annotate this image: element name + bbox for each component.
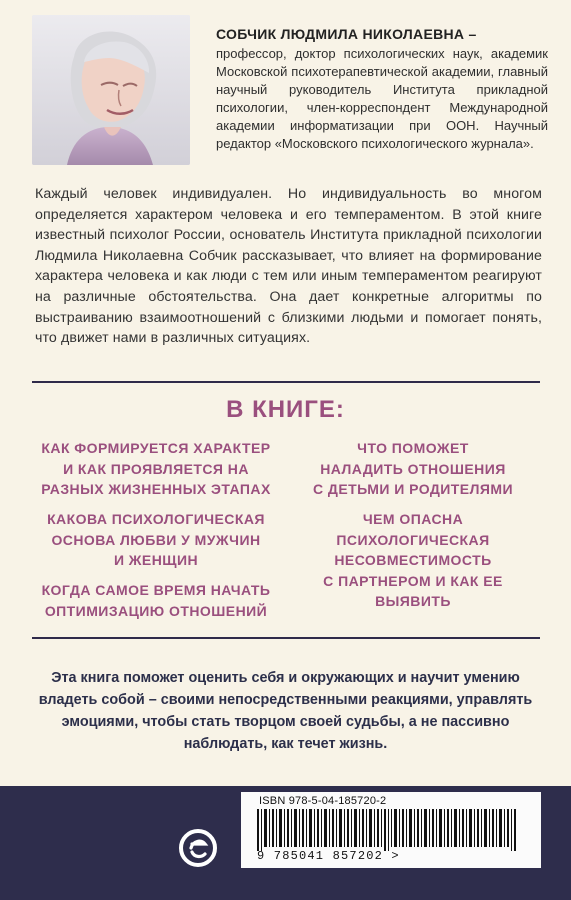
intro-text: Каждый человек индивидуален. Но индивидуальность во многом определяется характером человека и его темпераментом. В этой книге известный психолог России, основатель Института прикладной психологии Людмила Николаевна Собчик рассказывает, что влияет на формирование характера человека и как люди с тем или иным темпераментом реагируют на различные обстоятельства. Она дает конкретные алгоритмы по выстраиванию взаимоотношений с близкими людьми и помогает понять, что движет нами в различных ситуациях. xyxy=(35,186,542,347)
topic-item: КАК ФОРМИРУЕТСЯ ХАРАКТЕР И КАК ПРОЯВЛЯЕТСЯ НА РАЗНЫХ ЖИЗНЕННЫХ ЭТАПАХ xyxy=(41,440,271,497)
topic-item: КАКОВА ПСИХОЛОГИЧЕСКАЯ ОСНОВА ЛЮБВИ У МУЖЧИН И ЖЕНЩИН xyxy=(47,511,265,568)
closing-text: Эта книга поможет оценить себя и окружающих и научит умению владеть собой – своими непосредственными реакциями, управлять эмоциями, чтобы стать творцом своей судьбы, а не пассивно наблюдать, как течет жизнь. xyxy=(38,670,533,752)
isbn-text: ISBN 978-5-04-185720-2 xyxy=(259,795,387,807)
author-photo xyxy=(32,15,190,165)
top-divider xyxy=(32,381,540,383)
author-block xyxy=(216,25,548,153)
author-bio: профессор, доктор психологических наук, академик Московской психотерапевтической академии, главный научный руководитель Института прикладной психологии, член-корреспондент Международной академии информатизации при ООН. Научный редактор «Московского психологического журнала». xyxy=(216,46,548,151)
bottom-divider xyxy=(32,637,540,639)
topic-item: ЧЕМ ОПАСНА ПСИХОЛОГИЧЕСКАЯ НЕСОВМЕСТИМОСТЬ С ПАРТНЕРОМ И КАК ЕЕ ВЫЯВИТЬ xyxy=(323,511,503,609)
barcode-bars xyxy=(257,809,527,851)
section-title: В КНИГЕ: xyxy=(226,396,345,423)
barcode-digits: 9 785041 857202 > xyxy=(257,849,400,863)
topic-item: ЧТО ПОМОЖЕТ НАЛАДИТЬ ОТНОШЕНИЯ С ДЕТЬМИ И РОДИТЕЛЯМИ xyxy=(313,440,513,497)
topic-item: КОГДА САМОЕ ВРЕМЯ НАЧАТЬ ОПТИМИЗАЦИЮ ОТНОШЕНИЙ xyxy=(41,582,271,619)
topics-grid xyxy=(0,438,571,618)
author-name: СОБЧИК ЛЮДМИЛА НИКОЛАЕВНА – xyxy=(216,26,477,42)
barcode xyxy=(241,792,541,868)
publisher-logo-icon xyxy=(174,824,222,872)
